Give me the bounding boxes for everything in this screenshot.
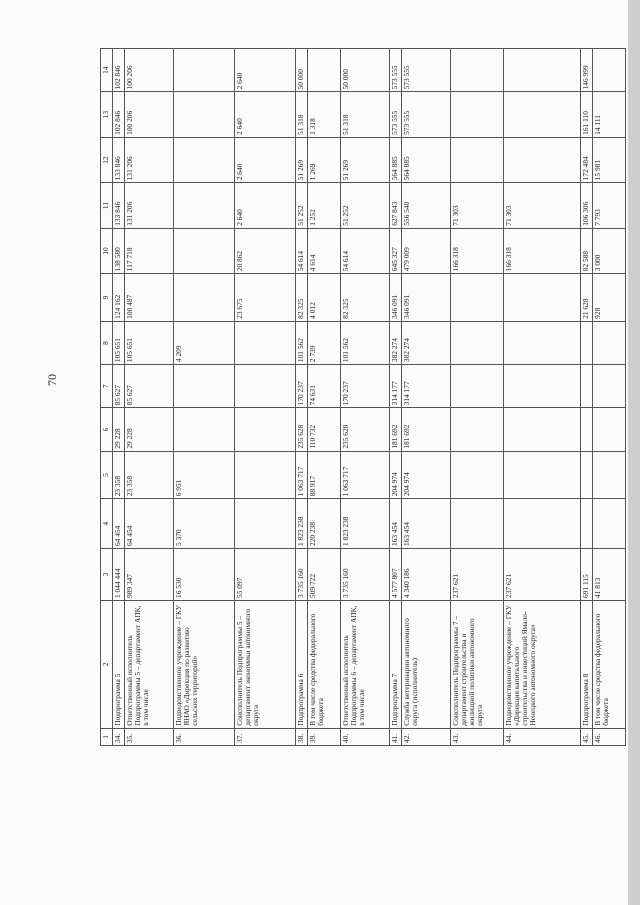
value-cell xyxy=(174,183,235,228)
value-cell: 131 206 xyxy=(125,183,174,228)
value-cell: 1 318 xyxy=(308,92,341,137)
table-row xyxy=(581,49,593,746)
value-cell xyxy=(504,321,581,364)
value-cell: 51 269 xyxy=(341,137,390,182)
value-cell: 85 627 xyxy=(113,365,125,408)
value-cell: 170 237 xyxy=(341,365,390,408)
value-cell xyxy=(451,92,504,137)
value-cell: 573 555 xyxy=(390,49,402,92)
value-cell xyxy=(451,499,504,549)
row-number-cell: 34. xyxy=(113,728,125,745)
value-cell: 1 063 717 xyxy=(296,451,308,499)
value-cell: 105 651 xyxy=(113,321,125,364)
value-cell xyxy=(581,499,593,549)
scan-edge xyxy=(628,0,640,905)
column-header: 2 xyxy=(101,600,113,728)
row-label-cell: Ответственный исполнитель Подпрограммы 5 – департамент АПК, в том числе xyxy=(125,600,174,728)
value-cell: 170 237 xyxy=(296,365,308,408)
table-row xyxy=(504,49,581,746)
value-cell: 82 325 xyxy=(341,274,390,322)
value-cell: 163 454 xyxy=(390,499,402,549)
value-cell: 51 252 xyxy=(296,183,308,228)
value-cell: 928 xyxy=(593,274,626,322)
value-cell: 509 722 xyxy=(308,549,341,601)
value-cell: 346 091 xyxy=(390,274,402,322)
row-number-cell: 37. xyxy=(235,728,296,745)
table-body xyxy=(113,49,626,746)
row-number-cell: 35. xyxy=(125,728,174,745)
row-number-cell: 41. xyxy=(390,728,402,745)
table-row xyxy=(296,49,308,746)
column-number-row xyxy=(101,49,113,746)
value-cell: 106 306 xyxy=(581,183,593,228)
value-cell: 1 063 717 xyxy=(341,451,390,499)
value-cell xyxy=(451,274,504,322)
table-row xyxy=(113,49,125,746)
value-cell: 1 269 xyxy=(308,137,341,182)
value-cell xyxy=(581,365,593,408)
value-cell: 1 252 xyxy=(308,183,341,228)
value-cell: 181 692 xyxy=(390,408,402,451)
value-cell: 2 640 xyxy=(235,137,296,182)
value-cell: 50 000 xyxy=(296,49,308,92)
value-cell: 4 340 186 xyxy=(402,549,451,601)
row-label-cell: Подпрограмма 8 xyxy=(581,600,593,728)
value-cell: 161 110 xyxy=(581,92,593,137)
value-cell: 51 318 xyxy=(341,92,390,137)
value-cell xyxy=(308,49,341,92)
value-cell: 204 974 xyxy=(402,451,451,499)
value-cell: 101 562 xyxy=(341,321,390,364)
value-cell xyxy=(174,137,235,182)
value-cell xyxy=(504,365,581,408)
row-number-cell: 43. xyxy=(451,728,504,745)
value-cell: 23 358 xyxy=(125,451,174,499)
column-header: 8 xyxy=(101,321,113,364)
value-cell: 133 846 xyxy=(113,137,125,182)
value-cell: 64 454 xyxy=(113,499,125,549)
value-cell xyxy=(504,274,581,322)
value-cell xyxy=(593,321,626,364)
value-cell xyxy=(235,365,296,408)
value-cell: 235 628 xyxy=(341,408,390,451)
row-label-cell: Соисполнитель Подпрограммы 7 – департамент строительства и жилищной политики автономного округа xyxy=(451,600,504,728)
value-cell: 131 206 xyxy=(125,137,174,182)
row-number-cell: 46. xyxy=(593,728,626,745)
value-cell: 4 614 xyxy=(308,228,341,273)
row-label-cell: Ответственный исполнитель Подпрограммы 6 – департамент АПК, в том числе xyxy=(341,600,390,728)
table-row xyxy=(308,49,341,746)
value-cell: 172 484 xyxy=(581,137,593,182)
column-header: 5 xyxy=(101,451,113,499)
table-row xyxy=(125,49,174,746)
value-cell xyxy=(235,499,296,549)
value-cell: 54 614 xyxy=(341,228,390,273)
value-cell: 1 823 238 xyxy=(341,499,390,549)
value-cell: 16 530 xyxy=(174,549,235,601)
value-cell: 3 735 160 xyxy=(341,549,390,601)
value-cell: 479 009 xyxy=(402,228,451,273)
value-cell: 627 843 xyxy=(390,183,402,228)
value-cell xyxy=(174,274,235,322)
value-cell: 117 718 xyxy=(125,228,174,273)
value-cell xyxy=(504,408,581,451)
value-cell: 573 555 xyxy=(402,49,451,92)
column-header: 1 xyxy=(101,728,113,745)
column-header: 7 xyxy=(101,365,113,408)
value-cell: 2 640 xyxy=(235,183,296,228)
rotated-table-area xyxy=(100,48,611,746)
value-cell xyxy=(451,137,504,182)
value-cell: 237 621 xyxy=(451,549,504,601)
value-cell: 235 628 xyxy=(296,408,308,451)
table-row xyxy=(402,49,451,746)
value-cell: 2 640 xyxy=(235,49,296,92)
value-cell xyxy=(451,408,504,451)
value-cell: 20 862 xyxy=(235,228,296,273)
value-cell: 166 318 xyxy=(504,228,581,273)
value-cell: 51 252 xyxy=(341,183,390,228)
value-cell: 102 846 xyxy=(113,92,125,137)
value-cell xyxy=(581,408,593,451)
value-cell: 314 177 xyxy=(390,365,402,408)
value-cell: 41 813 xyxy=(593,549,626,601)
column-header: 14 xyxy=(101,49,113,92)
value-cell: 71 303 xyxy=(504,183,581,228)
value-cell xyxy=(504,92,581,137)
value-cell: 88 917 xyxy=(308,451,341,499)
value-cell: 163 454 xyxy=(402,499,451,549)
program-funding-table xyxy=(100,48,626,746)
table-row xyxy=(593,49,626,746)
row-number-cell: 36. xyxy=(174,728,235,745)
value-cell xyxy=(581,321,593,364)
value-cell: 314 177 xyxy=(402,365,451,408)
value-cell: 3 000 xyxy=(593,228,626,273)
value-cell: 82 588 xyxy=(581,228,593,273)
value-cell: 4 577 807 xyxy=(390,549,402,601)
value-cell xyxy=(504,49,581,92)
value-cell: 50 000 xyxy=(341,49,390,92)
value-cell: 382 274 xyxy=(390,321,402,364)
value-cell xyxy=(593,49,626,92)
row-label-cell: Подпрограмма 7 xyxy=(390,600,402,728)
value-cell: 1 823 238 xyxy=(296,499,308,549)
value-cell: 564 885 xyxy=(402,137,451,182)
value-cell xyxy=(174,408,235,451)
value-cell xyxy=(174,92,235,137)
table-row xyxy=(174,49,235,746)
value-cell xyxy=(451,49,504,92)
value-cell: 21 628 xyxy=(581,274,593,322)
value-cell: 29 228 xyxy=(125,408,174,451)
column-header: 4 xyxy=(101,499,113,549)
value-cell xyxy=(504,451,581,499)
row-number-cell: 45. xyxy=(581,728,593,745)
value-cell xyxy=(174,365,235,408)
value-cell: 989 347 xyxy=(125,549,174,601)
value-cell xyxy=(235,451,296,499)
value-cell xyxy=(235,321,296,364)
column-header: 10 xyxy=(101,228,113,273)
table-row xyxy=(341,49,390,746)
value-cell xyxy=(593,365,626,408)
value-cell xyxy=(593,499,626,549)
column-header: 6 xyxy=(101,408,113,451)
value-cell: 564 885 xyxy=(390,137,402,182)
value-cell: 166 318 xyxy=(451,228,504,273)
value-cell: 220 238 xyxy=(308,499,341,549)
value-cell: 102 846 xyxy=(113,49,125,92)
value-cell: 346 091 xyxy=(402,274,451,322)
value-cell: 556 540 xyxy=(402,183,451,228)
page-number: 70 xyxy=(45,374,59,386)
value-cell xyxy=(593,408,626,451)
table-container xyxy=(100,48,611,746)
value-cell: 71 303 xyxy=(451,183,504,228)
value-cell: 204 974 xyxy=(390,451,402,499)
value-cell: 5 370 xyxy=(174,499,235,549)
table-row xyxy=(390,49,402,746)
row-number-cell: 40. xyxy=(341,728,390,745)
value-cell: 105 651 xyxy=(125,321,174,364)
row-label-cell: Подпрограмма 6 xyxy=(296,600,308,728)
value-cell: 2 739 xyxy=(308,321,341,364)
value-cell: 51 318 xyxy=(296,92,308,137)
value-cell: 691 115 xyxy=(581,549,593,601)
column-header: 9 xyxy=(101,274,113,322)
value-cell: 101 562 xyxy=(296,321,308,364)
value-cell: 4 209 xyxy=(174,321,235,364)
row-number-cell: 42. xyxy=(402,728,451,745)
value-cell: 64 454 xyxy=(125,499,174,549)
table-row xyxy=(451,49,504,746)
value-cell: 100 487 xyxy=(125,274,174,322)
value-cell: 23 675 xyxy=(235,274,296,322)
column-header: 3 xyxy=(101,549,113,601)
value-cell xyxy=(451,321,504,364)
value-cell xyxy=(504,499,581,549)
column-header: 11 xyxy=(101,183,113,228)
row-label-cell: Подведомственное учреждение – ГКУ ЯНАО «Дирекция по развитию сельских территорий» xyxy=(174,600,235,728)
value-cell: 51 269 xyxy=(296,137,308,182)
column-header: 13 xyxy=(101,92,113,137)
value-cell: 2 640 xyxy=(235,92,296,137)
value-cell: 54 614 xyxy=(296,228,308,273)
value-cell: 100 206 xyxy=(125,49,174,92)
value-cell: 6 951 xyxy=(174,451,235,499)
value-cell: 23 358 xyxy=(113,451,125,499)
value-cell: 7 793 xyxy=(593,183,626,228)
column-header: 12 xyxy=(101,137,113,182)
value-cell: 237 621 xyxy=(504,549,581,601)
row-number-cell: 38. xyxy=(296,728,308,745)
value-cell xyxy=(451,365,504,408)
value-cell: 573 555 xyxy=(390,92,402,137)
value-cell: 29 228 xyxy=(113,408,125,451)
row-number-cell: 44. xyxy=(504,728,581,745)
row-label-cell: Подведомственное учреждение – ГКУ «Дирекция капитального строительства и инвестиций Ямало-Ненецкого автономного округа» xyxy=(504,600,581,728)
value-cell xyxy=(174,49,235,92)
value-cell: 1 044 444 xyxy=(113,549,125,601)
value-cell xyxy=(581,451,593,499)
value-cell: 110 732 xyxy=(308,408,341,451)
value-cell: 82 325 xyxy=(296,274,308,322)
row-label-cell: Подпрограмма 5 xyxy=(113,600,125,728)
value-cell: 15 981 xyxy=(593,137,626,182)
row-label-cell: Соисполнитель Подпрограммы 5 – департамент экономики автономного округа xyxy=(235,600,296,728)
value-cell: 146 999 xyxy=(581,49,593,92)
value-cell: 14 111 xyxy=(593,92,626,137)
value-cell xyxy=(451,451,504,499)
value-cell: 138 580 xyxy=(113,228,125,273)
value-cell xyxy=(235,408,296,451)
value-cell xyxy=(593,451,626,499)
value-cell: 124 162 xyxy=(113,274,125,322)
value-cell: 382 274 xyxy=(402,321,451,364)
value-cell: 55 097 xyxy=(235,549,296,601)
value-cell: 4 012 xyxy=(308,274,341,322)
value-cell: 181 692 xyxy=(402,408,451,451)
value-cell: 74 631 xyxy=(308,365,341,408)
value-cell: 85 627 xyxy=(125,365,174,408)
value-cell xyxy=(504,137,581,182)
value-cell xyxy=(174,228,235,273)
row-label-cell: Служба ветеринарии автономного округа (исполнитель) xyxy=(402,600,451,728)
table-row xyxy=(235,49,296,746)
value-cell: 3 735 160 xyxy=(296,549,308,601)
value-cell: 133 846 xyxy=(113,183,125,228)
row-label-cell: В том числе средства федерального бюджета xyxy=(593,600,626,728)
value-cell: 645 327 xyxy=(390,228,402,273)
row-label-cell: В том числе средства федерального бюджета xyxy=(308,600,341,728)
value-cell: 100 206 xyxy=(125,92,174,137)
row-number-cell: 39. xyxy=(308,728,341,745)
value-cell: 573 555 xyxy=(402,92,451,137)
